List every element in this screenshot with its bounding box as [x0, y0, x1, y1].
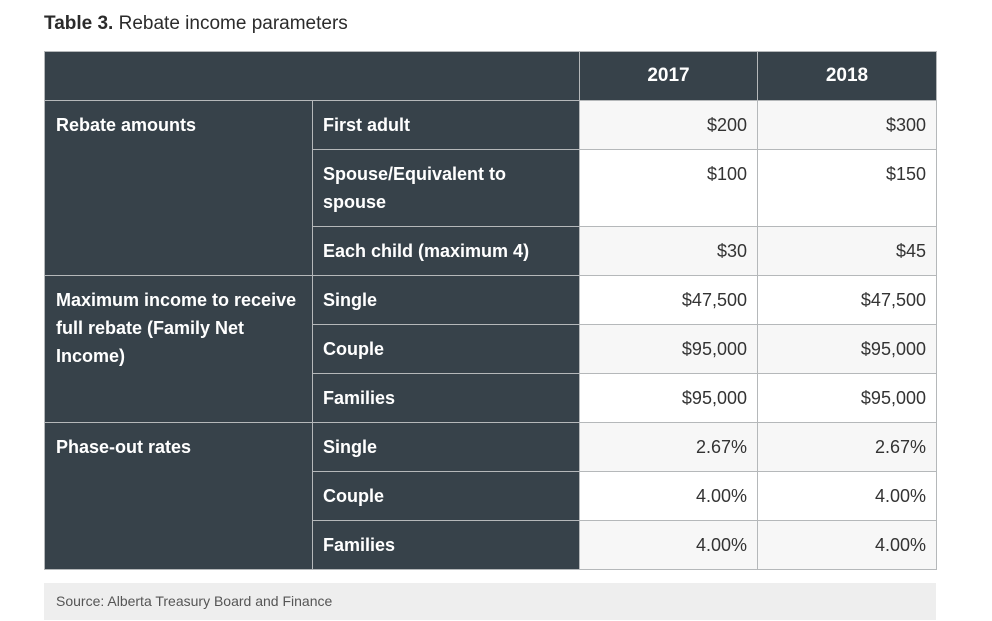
cell-2017: 4.00% [580, 472, 758, 521]
row-label: First adult [313, 101, 580, 150]
cell-2018: $47,500 [758, 276, 937, 325]
cell-2018: 4.00% [758, 472, 937, 521]
row-label: Families [313, 521, 580, 570]
row-label: Each child (maximum 4) [313, 227, 580, 276]
group-label-rebate-amounts: Rebate amounts [45, 101, 313, 276]
group-label-phase-out-rates: Phase-out rates [45, 423, 313, 570]
table-title-text: Rebate income parameters [113, 13, 348, 34]
row-label: Single [313, 276, 580, 325]
cell-2017: 2.67% [580, 423, 758, 472]
column-header-2017: 2017 [580, 52, 758, 101]
row-label: Spouse/Equivalent to spouse [313, 150, 580, 227]
row-label: Couple [313, 472, 580, 521]
cell-2017: $47,500 [580, 276, 758, 325]
group-label-maximum-income: Maximum income to receive full rebate (Family Net Income) [45, 276, 313, 423]
table-title [44, 13, 348, 35]
cell-2018: $95,000 [758, 374, 937, 423]
cell-2017: $100 [580, 150, 758, 227]
cell-2018: $95,000 [758, 325, 937, 374]
source-note: Source: Alberta Treasury Board and Finance [44, 583, 936, 620]
cell-2017: $95,000 [580, 374, 758, 423]
cell-2018: $150 [758, 150, 937, 227]
cell-2017: $30 [580, 227, 758, 276]
cell-2017: 4.00% [580, 521, 758, 570]
table-row [45, 276, 937, 325]
cell-2018: 2.67% [758, 423, 937, 472]
row-label: Single [313, 423, 580, 472]
table-row [45, 423, 937, 472]
table-row [45, 101, 937, 150]
cell-2017: $95,000 [580, 325, 758, 374]
cell-2018: 4.00% [758, 521, 937, 570]
column-header-2018: 2018 [758, 52, 937, 101]
rebate-income-table [44, 51, 937, 570]
header-row [45, 52, 937, 101]
header-blank-cell [45, 52, 580, 101]
table-title-lead: Table 3. [44, 13, 114, 34]
cell-2018: $300 [758, 101, 937, 150]
cell-2018: $45 [758, 227, 937, 276]
row-label: Couple [313, 325, 580, 374]
row-label: Families [313, 374, 580, 423]
cell-2017: $200 [580, 101, 758, 150]
